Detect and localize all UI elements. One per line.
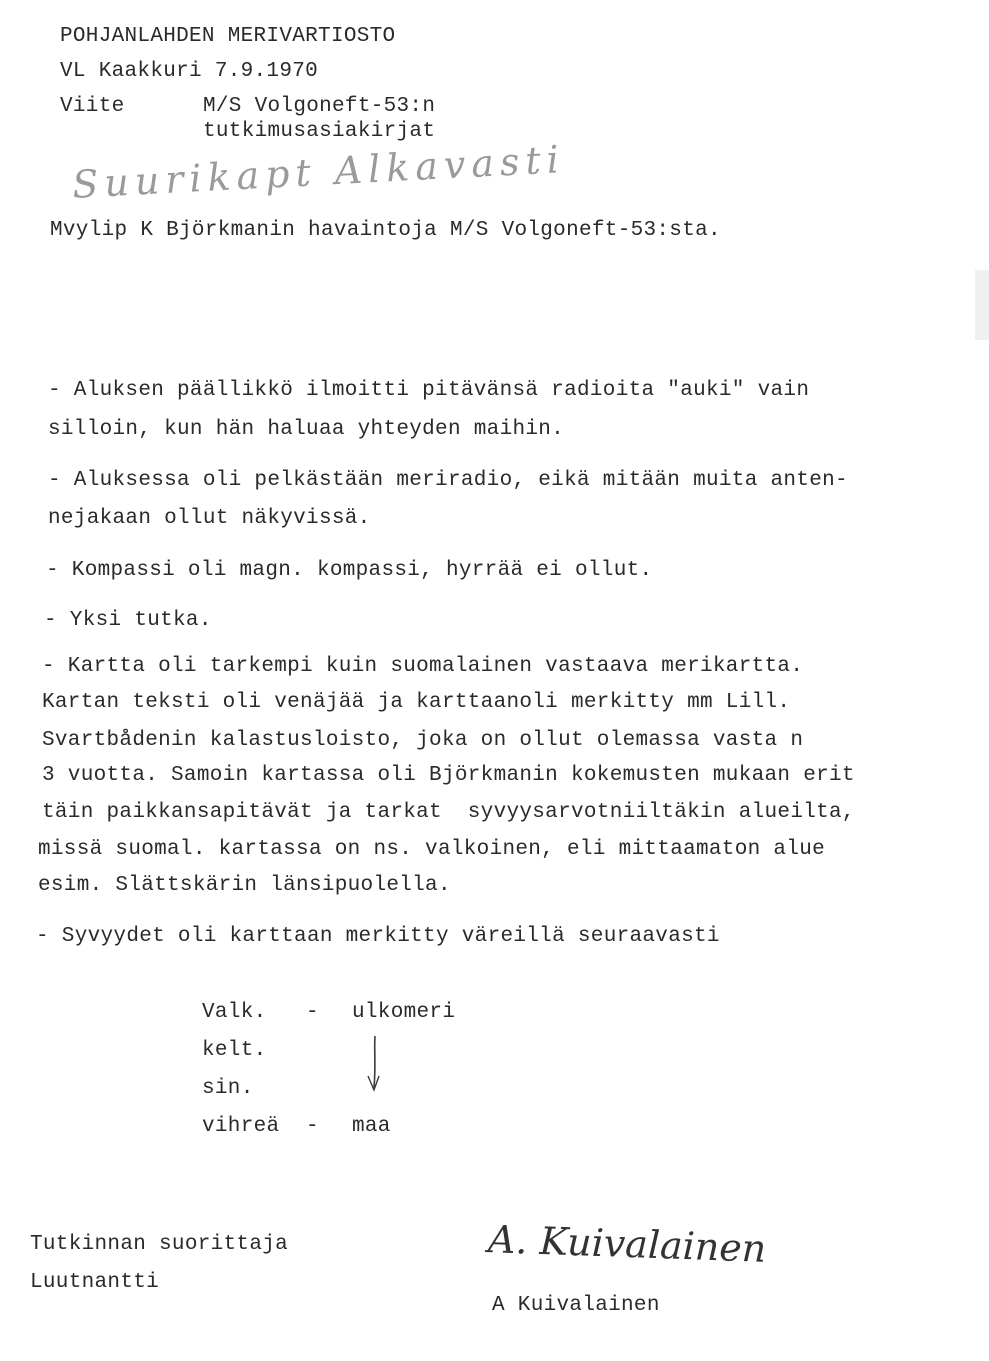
scan-edge-shadow (975, 270, 989, 340)
depth-meaning-ulkomeri: ulkomeri (352, 1001, 456, 1024)
place-date: VL Kaakkuri 7.9.1970 (60, 60, 319, 83)
paragraph-line: - Kartta oli tarkempi kuin suomalainen vastaava merikartta. (42, 655, 804, 678)
typed-name: A Kuivalainen (492, 1294, 660, 1317)
depth-color-vihrea: vihreä (202, 1115, 280, 1138)
depth-dash: - (306, 1001, 319, 1024)
paragraph-line: - Aluksessa oli pelkästään meriradio, eikä mitään muita anten- (48, 469, 848, 492)
subject-line: Mvylip K Björkmanin havaintoja M/S Volgoneft-53:sta. (50, 219, 721, 242)
depth-color-valk: Valk. (202, 1001, 267, 1024)
paragraph-line: missä suomal. kartassa on ns. valkoinen, eli mittaamaton alue (38, 838, 826, 861)
paragraph-line: täin paikkansapitävät ja tarkat syvyysarvotniiltäkin alueilta, (42, 801, 855, 824)
paragraph-line: - Syvyydet oli karttaan merkitty väreillä seuraavasti (36, 925, 720, 948)
signature-rank: Luutnantti (30, 1271, 160, 1294)
paragraph-line: - Aluksen päällikkö ilmoitti pitävänsä radioita "auki" vain (48, 379, 810, 402)
paragraph-line: silloin, kun hän haluaa yhteyden maihin. (48, 418, 565, 441)
paragraph-line: - Yksi tutka. (44, 609, 212, 632)
paragraph-line: - Kompassi oli magn. kompassi, hyrrää ei ollut. (46, 559, 653, 582)
depth-color-kelt: kelt. (202, 1039, 267, 1062)
paragraph-line: Kartan teksti oli venäjää ja karttaanoli merkitty mm Lill. (42, 691, 791, 714)
depth-color-sin: sin. (202, 1077, 254, 1100)
handwritten-signature: A. Kuivalainen (487, 1217, 767, 1271)
reference-label: Viite (60, 95, 125, 118)
paragraph-line: nejakaan ollut näkyvissä. (48, 507, 371, 530)
depth-dash: - (306, 1115, 319, 1138)
reference-line-2: tutkimusasiakirjat (203, 120, 436, 143)
reference-line-1: M/S Volgoneft-53:n (203, 95, 436, 118)
paragraph-line: esim. Slättskärin länsipuolella. (38, 874, 451, 897)
organization-name: POHJANLAHDEN MERIVARTIOSTO (60, 25, 396, 48)
handwritten-note: Suurikapt Alkavasti (71, 137, 566, 207)
paragraph-line: Svartbådenin kalastusloisto, joka on ollut olemassa vasta n (42, 729, 804, 752)
down-arrow-icon (362, 1034, 386, 1096)
signature-role: Tutkinnan suorittaja (30, 1233, 289, 1256)
depth-meaning-maa: maa (352, 1115, 391, 1138)
paragraph-line: 3 vuotta. Samoin kartassa oli Björkmanin kokemusten mukaan erit (42, 764, 855, 787)
